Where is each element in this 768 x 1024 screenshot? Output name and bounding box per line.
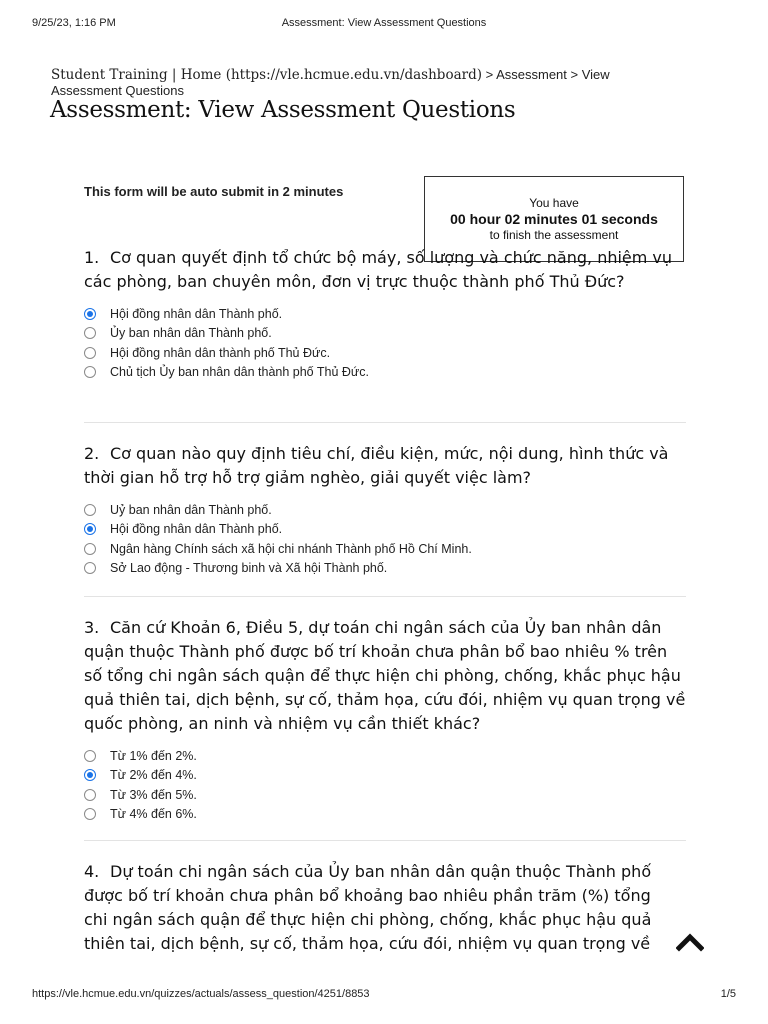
option-label: Từ 3% đến 5%. (110, 787, 197, 802)
breadcrumb-arrow: > (481, 67, 497, 82)
timer-remaining: 00 hour 02 minutes 01 seconds (450, 211, 658, 227)
question-text (84, 860, 664, 956)
breadcrumb-separator: | (167, 67, 181, 83)
breadcrumb-assessment-link[interactable]: Assessment (496, 67, 567, 82)
question-1 (84, 246, 690, 382)
option-label: Ngân hàng Chính sách xã hội chi nhánh Thành phố Hồ Chí Minh. (110, 541, 472, 556)
option-label: Từ 2% đến 4%. (110, 768, 197, 783)
answer-option[interactable] (84, 805, 690, 825)
answer-option[interactable] (84, 539, 690, 559)
option-label: Uỷ ban nhân dân Thành phố. (110, 502, 272, 517)
answer-option[interactable] (84, 785, 690, 805)
answer-option[interactable] (84, 520, 690, 540)
breadcrumb-student-training-link[interactable]: Student Training (51, 67, 168, 83)
answer-options (84, 746, 690, 824)
radio-button[interactable] (84, 562, 96, 574)
breadcrumb-home-link[interactable]: Home (https://vle.hcmue.edu.vn/dashboard) (180, 67, 482, 83)
question-divider (84, 596, 686, 597)
radio-button[interactable] (84, 750, 96, 762)
answer-option[interactable] (84, 766, 690, 786)
question-number: 1. (84, 248, 100, 267)
answer-option[interactable] (84, 559, 690, 579)
question-2 (84, 442, 690, 578)
answer-options (84, 500, 690, 578)
answer-option[interactable] (84, 746, 690, 766)
question-body: Dự toán chi ngân sách của Ủy ban nhân dân quận thuộc Thành phố được bố trí khoản chưa phân bổ khoảng bao nhiêu phần trăm (%) tổng chi ngân sách quận để thực hiện chi phòng, chống, khắc phục hậu quả thiên tai, dịch bệnh, sự cố, thảm họa, cứu đói, nhiệm vụ quan trọng về (84, 862, 652, 953)
option-label: Hội đồng nhân dân Thành phố. (110, 522, 283, 537)
answer-option[interactable] (84, 363, 690, 383)
question-number: 4. (84, 862, 100, 881)
timer-prefix: You have (529, 196, 579, 210)
question-body: Cơ quan quyết định tổ chức bộ máy, số lượng và chức năng, nhiệm vụ các phòng, ban chuyên môn, đơn vị trực thuộc thành phố Thủ Đức? (84, 248, 673, 291)
radio-button[interactable] (84, 366, 96, 378)
option-label: Ủy ban nhân dân Thành phố. (110, 326, 272, 341)
question-body: Cơ quan nào quy định tiêu chí, điều kiện, mức, nội dung, hình thức và thời gian hỗ trợ hỗ trợ giảm nghèo, giải quyết việc làm? (84, 444, 669, 487)
print-footer (32, 988, 736, 1002)
question-body: Căn cứ Khoản 6, Điều 5, dự toán chi ngân sách của Ủy ban nhân dân quận thuộc Thành phố được bố trí khoản chưa phân bổ bao nhiêu % trên số tổng chi ngân sách quận để thực hiện chi phòng, chống, khắc phục hậu quả thiên tai, dịch bệnh, sự cố, thảm họa, cứu đói, nhiệm vụ quan trọng về quốc phòng, an ninh và nhiệm vụ cần thiết khác? (84, 618, 686, 733)
answer-option[interactable] (84, 324, 690, 344)
option-label: Hội đồng nhân dân thành phố Thủ Đức. (110, 345, 331, 360)
answer-options (84, 304, 690, 382)
radio-button[interactable] (84, 347, 96, 359)
answer-option[interactable] (84, 343, 690, 363)
question-number: 2. (84, 444, 100, 463)
page-number: 1/5 (720, 988, 736, 1000)
option-label: Từ 4% đến 6%. (110, 807, 197, 822)
chevron-up-icon (676, 929, 704, 953)
radio-button[interactable] (84, 808, 96, 820)
question-divider (84, 422, 686, 423)
radio-button-selected[interactable] (84, 308, 96, 320)
timer-suffix: to finish the assessment (489, 228, 619, 242)
print-date: 9/25/23, 1:16 PM (32, 17, 116, 29)
option-label: Hội đồng nhân dân Thành phố. (110, 306, 283, 321)
question-text (84, 442, 690, 490)
radio-button[interactable] (84, 504, 96, 516)
radio-button-selected[interactable] (84, 523, 96, 535)
answer-option[interactable] (84, 304, 690, 324)
print-title: Assessment: View Assessment Questions (281, 17, 487, 29)
radio-button[interactable] (84, 789, 96, 801)
radio-button-selected[interactable] (84, 769, 96, 781)
question-text (84, 616, 690, 736)
option-label: Chủ tịch Ủy ban nhân dân thành phố Thủ Đức. (110, 365, 370, 380)
question-number: 3. (84, 618, 100, 637)
breadcrumb-arrow: > (566, 67, 582, 82)
question-3 (84, 616, 690, 824)
radio-button[interactable] (84, 327, 96, 339)
radio-button[interactable] (84, 543, 96, 555)
breadcrumb-current: View Assessment Questions (51, 67, 610, 98)
option-label: Sở Lao động - Thương binh và Xã hội Thành phố. (110, 561, 388, 576)
auto-submit-notice: This form will be auto submit in 2 minutes (84, 184, 344, 199)
answer-option[interactable] (84, 500, 690, 520)
question-4 (84, 860, 664, 956)
print-url: https://vle.hcmue.edu.vn/quizzes/actuals/assess_question/4251/8853 (32, 988, 370, 1000)
print-header (32, 17, 736, 33)
page-title: Assessment: View Assessment Questions (50, 97, 516, 123)
scroll-to-top-button[interactable] (676, 929, 704, 953)
question-divider (84, 840, 686, 841)
option-label: Từ 1% đến 2%. (110, 748, 197, 763)
breadcrumb (51, 67, 631, 99)
question-text (84, 246, 690, 294)
